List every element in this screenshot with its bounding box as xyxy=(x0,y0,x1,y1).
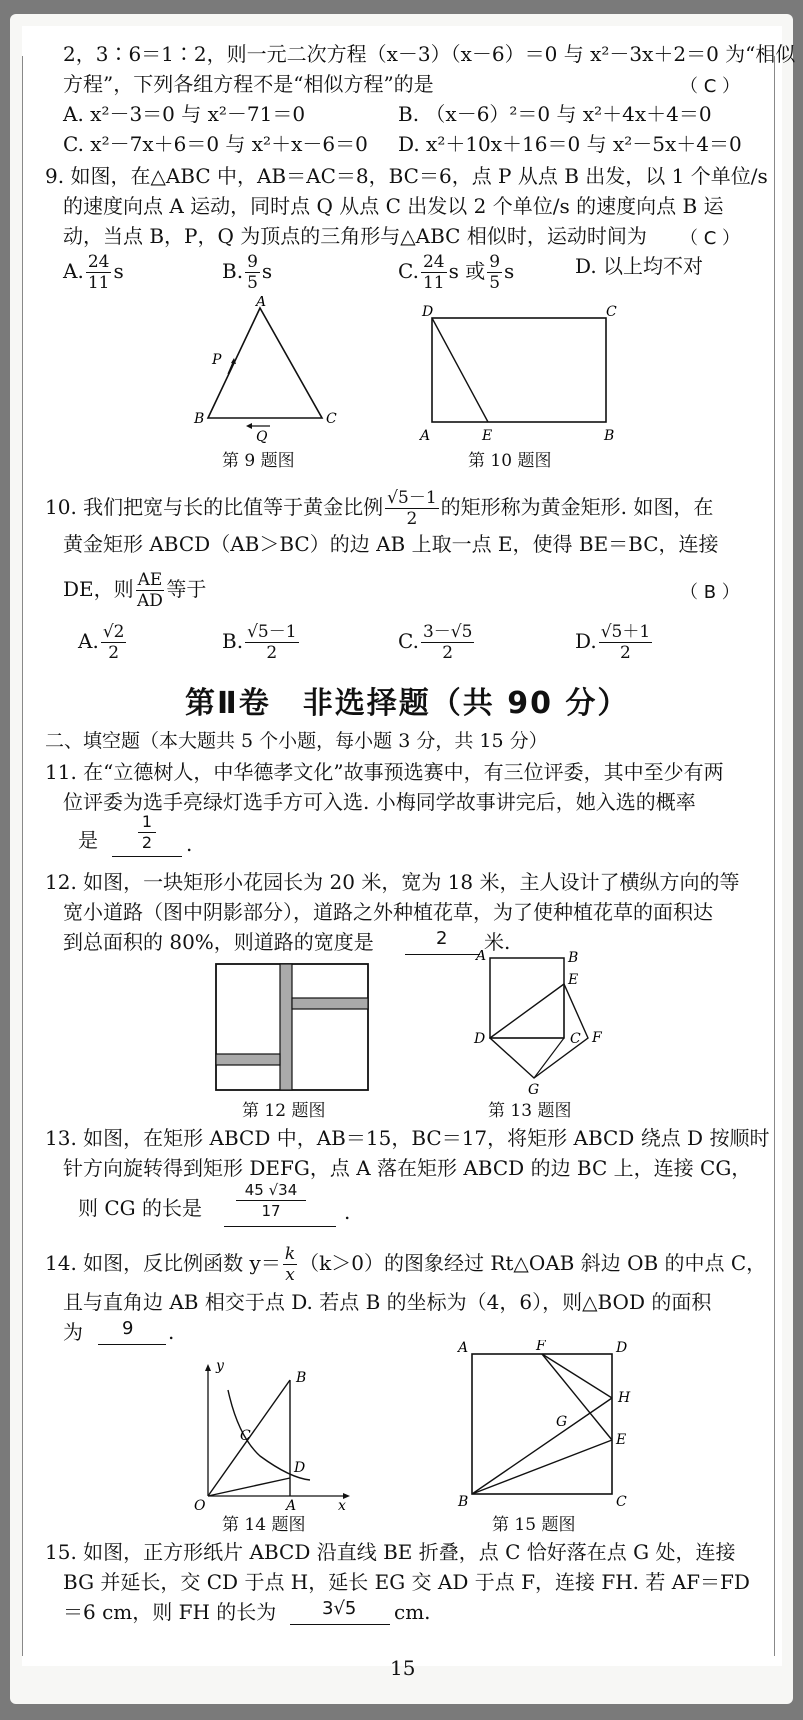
q15-blank xyxy=(290,1624,390,1625)
label-b: B xyxy=(296,1370,307,1386)
label-c: C xyxy=(326,411,337,427)
label-b: B xyxy=(194,411,205,427)
figure-9-caption: 第 9 题图 xyxy=(222,451,295,471)
q8-line1: 2，3∶6＝1∶2，则一元二次方程（x－3）（x－6）＝0 与 x²－3x＋2＝0 为“相似 xyxy=(63,42,796,66)
label-b: B xyxy=(604,428,615,444)
q11-line3-prefix: 是 xyxy=(78,828,98,852)
q14-line3-suffix: . xyxy=(168,1320,175,1344)
figure-13-caption: 第 13 题图 xyxy=(488,1101,572,1121)
q9-answer: （ C ） xyxy=(680,228,741,249)
label-a: A xyxy=(286,1498,297,1510)
label-e: E xyxy=(568,972,579,988)
figure-15-caption: 第 15 题图 xyxy=(492,1515,576,1535)
left-margin-line xyxy=(22,56,23,1656)
label-c: C xyxy=(240,1428,251,1444)
q12-line2: 宽小道路（图中阴影部分），道路之外种植花草，为了使种植花草的面积达 xyxy=(63,900,713,924)
label-a: A xyxy=(256,296,267,310)
figure-12-garden xyxy=(214,962,370,1092)
q8-option-b: B. （x－6）²＝0 与 x²＋4x＋4＝0 xyxy=(398,102,712,126)
q12-line3-prefix: 到总面积的 80%，则道路的宽度是 xyxy=(63,930,374,954)
q13-line3-prefix: 则 CG 的长是 xyxy=(78,1196,202,1220)
label-g: G xyxy=(528,1082,540,1098)
q14-blank xyxy=(98,1344,166,1345)
label-c: C xyxy=(570,1031,581,1047)
q10-option-c: C. $\frac{3-√5}{2}$ xyxy=(398,622,473,663)
label-d: D xyxy=(294,1460,306,1476)
q10-option-b: B. $\frac{√5-1}{2}$ xyxy=(222,622,297,663)
figure-9-triangle xyxy=(190,296,350,446)
q10-option-d: D. $\frac{√5+1}{2}$ xyxy=(575,622,651,663)
label-f: F xyxy=(536,1340,546,1354)
q15-answer: 3√5 xyxy=(322,1598,357,1619)
q15-line3-prefix: ＝6 cm，则 FH 的长为 xyxy=(63,1600,277,1624)
q8-line2: 方程”，下列各组方程不是“相似方程”的是 xyxy=(63,72,434,96)
q13-line1: 13. 如图，在矩形 ABCD 中，AB＝15，BC＝17，将矩形 ABCD 绕点 D 按顺时 xyxy=(45,1126,770,1150)
q8-option-d: D. x²＋10x＋16＝0 与 x²－5x＋4＝0 xyxy=(398,132,742,156)
q9-line3: 动，当点 B，P，Q 为顶点的三角形与△ABC 相似时，运动时间为 xyxy=(63,224,647,248)
q11-line1: 11. 在“立德树人，中华德孝文化”故事预选赛中，有三位评委，其中至少有两 xyxy=(45,760,724,784)
figure-12-caption: 第 12 题图 xyxy=(242,1101,326,1121)
label-p: P xyxy=(212,352,222,368)
q12-line1: 12. 如图，一块矩形小花园长为 20 米，宽为 18 米，主人设计了横纵方向的等 xyxy=(45,870,740,894)
fill-in-heading: 二、填空题（本大题共 5 个小题，每小题 3 分，共 15 分） xyxy=(45,730,548,752)
figure-15-square xyxy=(456,1340,636,1510)
figure-14-graph xyxy=(186,1360,356,1510)
label-f: F xyxy=(592,1030,602,1046)
figure-13-rotation xyxy=(470,950,610,1098)
q14-line2: 且与直角边 AB 相交于点 D. 若点 B 的坐标为（4，6），则△BOD 的面积 xyxy=(63,1290,712,1314)
q9-option-d: D. 以上均不对 xyxy=(575,254,704,278)
label-c: C xyxy=(616,1494,627,1510)
label-c: C xyxy=(606,304,617,320)
label-q: Q xyxy=(256,429,268,445)
q15-line3-suffix: cm. xyxy=(394,1600,431,1624)
label-a: A xyxy=(458,1340,469,1356)
q9-option-a: A. $\frac{24}{11}$ s xyxy=(63,252,124,293)
label-a: A xyxy=(476,950,487,964)
label-e: E xyxy=(616,1432,627,1448)
q14-answer: 9 xyxy=(122,1318,134,1339)
label-g: G xyxy=(556,1414,568,1430)
q15-line1: 15. 如图，正方形纸片 ABCD 沿直线 BE 折叠，点 C 恰好落在点 G 处，连接 xyxy=(45,1540,736,1564)
figure-10-rectangle xyxy=(418,300,618,445)
q13-line2: 针方向旋转得到矩形 DEFG，点 A 落在矩形 ABCD 的边 BC 上，连接 CG， xyxy=(63,1156,752,1180)
label-x: x xyxy=(338,1498,346,1510)
q8-answer: （ C ） xyxy=(680,76,741,97)
figure-14-caption: 第 14 题图 xyxy=(222,1515,306,1535)
q9-line2: 的速度向点 A 运动，同时点 Q 从点 C 出发以 2 个单位/s 的速度向点 B 运 xyxy=(63,194,724,218)
page-number: 15 xyxy=(390,1656,416,1680)
figure-10-caption: 第 10 题图 xyxy=(468,451,552,471)
section-title: 第Ⅱ卷 非选择题（共 90 分） xyxy=(185,686,630,721)
label-d: D xyxy=(474,1031,486,1047)
label-e: E xyxy=(482,428,493,444)
right-margin-line xyxy=(774,56,775,1656)
label-d: D xyxy=(422,304,434,320)
label-y: y xyxy=(216,1360,224,1374)
q12-answer: 2 xyxy=(436,928,448,949)
label-a: A xyxy=(420,428,431,444)
q13-answer: 45 √34 17 xyxy=(236,1180,306,1221)
q10-line3: DE，则 $\frac{AE}{AD}$ 等于 xyxy=(63,570,207,611)
q9-option-b: B. $\frac{9}{5}$ s xyxy=(222,252,273,293)
q11-line3-suffix: . xyxy=(186,832,193,856)
q10-line2: 黄金矩形 ABCD（AB＞BC）的边 AB 上取一点 E，使得 BE＝BC，连接 xyxy=(63,532,719,556)
label-b: B xyxy=(458,1494,469,1510)
label-o: O xyxy=(194,1498,206,1510)
q13-blank xyxy=(224,1226,336,1227)
q9-line1: 9. 如图，在△ABC 中，AB＝AC＝8，BC＝6，点 P 从点 B 出发，以 1 个单位/s xyxy=(45,164,768,188)
q12-blank xyxy=(405,954,480,955)
label-d: D xyxy=(616,1340,628,1356)
q14-line1: 14. 如图，反比例函数 y＝ $\frac{k}{x}$ （k＞0）的图象经过 Rt△OAB 斜边 OB 的中点 C， xyxy=(45,1244,767,1285)
q10-line1: 10. 我们把宽与长的比值等于黄金比例 $\frac{√5-1}{2}$ 的矩形称为黄金矩形. 如图，在 xyxy=(45,488,714,529)
label-h: H xyxy=(618,1390,631,1406)
q15-line2: BG 并延长，交 CD 于点 H，延长 EG 交 AD 于点 F，连接 FH. 若 AF＝FD xyxy=(63,1570,750,1594)
q13-line3-suffix: . xyxy=(344,1200,351,1224)
q14-line3-prefix: 为 xyxy=(63,1320,83,1344)
q11-line2: 位评委为选手亮绿灯选手方可入选. 小梅同学故事讲完后，她入选的概率 xyxy=(63,790,696,814)
q10-option-a: A. $\frac{√2}{2}$ xyxy=(78,622,125,663)
q10-answer: （ B ） xyxy=(680,582,740,603)
label-b: B xyxy=(568,950,579,966)
q12-line3-suffix: 米. xyxy=(484,930,511,954)
q8-option-c: C. x²－7x＋6＝0 与 x²＋x－6＝0 xyxy=(63,132,368,156)
q9-option-c: C. $\frac{24}{11}$ s 或 $\frac{9}{5}$ s xyxy=(398,252,515,293)
q8-option-a: A. x²－3＝0 与 x²－71＝0 xyxy=(63,102,306,126)
q11-blank xyxy=(112,856,182,857)
q11-answer: 1 2 xyxy=(138,812,156,853)
